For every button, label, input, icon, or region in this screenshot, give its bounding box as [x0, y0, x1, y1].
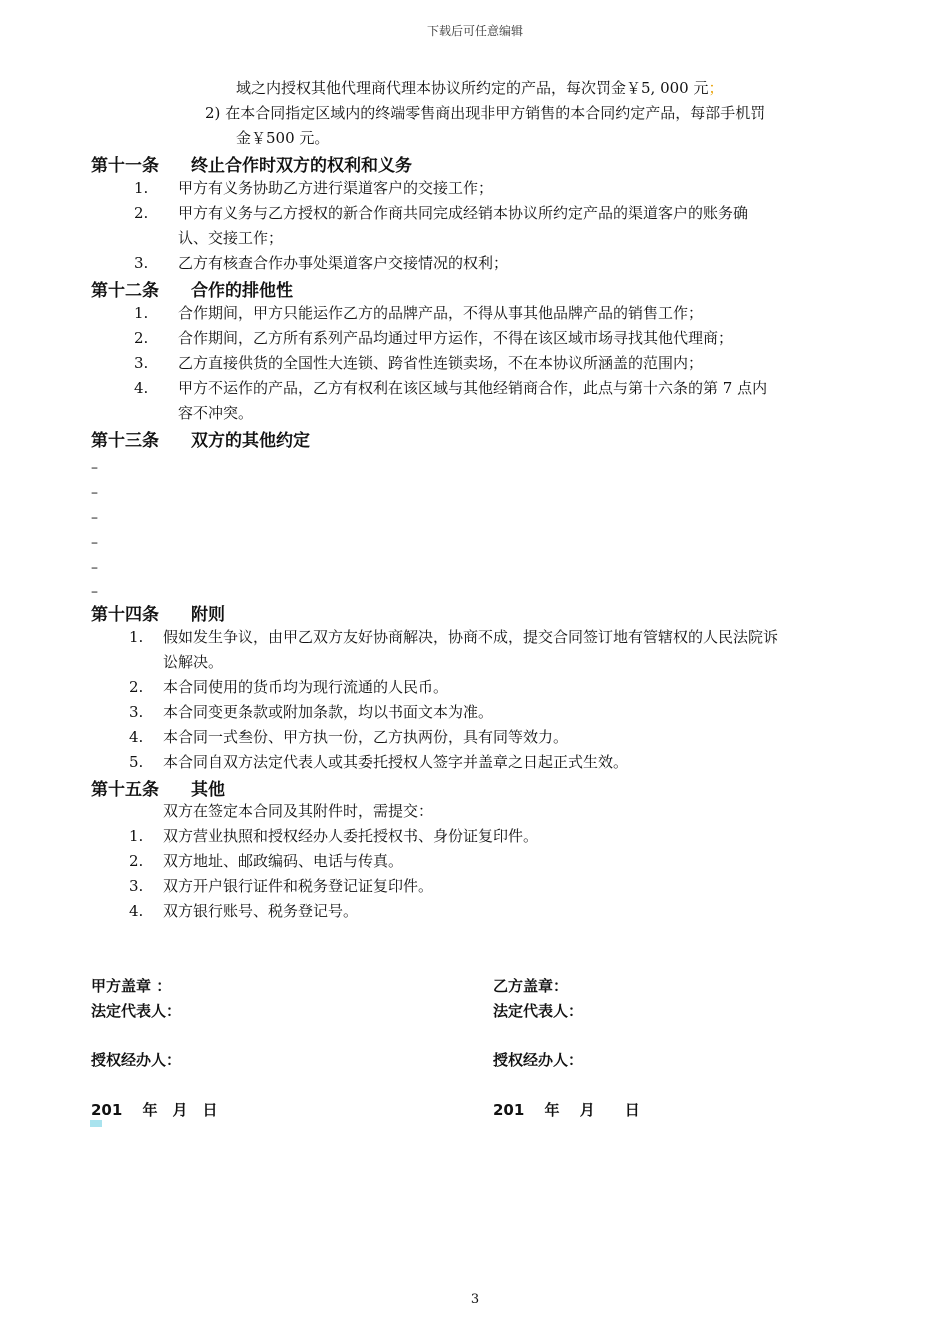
intro-item-2-text: 在本合同指定区域内的终端零售商出现非甲方销售的本合同约定产品，每部手机罚	[225, 104, 766, 122]
intro-item-2-cont: 金￥500 元。	[236, 129, 330, 147]
article-12-title: 合作的排他性	[191, 281, 293, 301]
article-12-item-1-text: 合作期间，甲方只能运作乙方的品牌产品，不得从事其他品牌产品的销售工作；	[178, 304, 704, 322]
article-13-blank-4: –	[91, 535, 98, 551]
article-15-item-2-number: 2.	[129, 852, 144, 870]
article-14-item-1-number: 1.	[129, 628, 144, 646]
intro-line-1-text: 域之内授权其他代理商代理本协议所约定的产品，每次罚金￥5, 000 元	[236, 79, 709, 97]
article-13-blank-1: –	[91, 460, 98, 476]
article-12-item-3-text: 乙方直接供货的全国性大连锁、跨省性连锁卖场，不在本协议所涵盖的范围内；	[178, 354, 704, 372]
article-11-heading	[91, 151, 412, 176]
article-14-item-4-number: 4.	[129, 728, 144, 746]
article-14-item-3-text: 本合同变更条款或附加条款，均以书面文本为准。	[163, 703, 494, 721]
article-14-item-1-text: 假如发生争议，由甲乙双方友好协商解决，协商不成，提交合同签订地有管辖权的人民法院诉	[163, 628, 779, 646]
article-15-item-4-number: 4.	[129, 902, 144, 920]
article-13-blank-2: –	[91, 485, 98, 501]
article-12-item-3-number: 3.	[134, 354, 149, 372]
article-14-item-5-text: 本合同自双方法定代表人或其委托授权人签字并盖章之日起正式生效。	[163, 753, 629, 771]
party-b-rep-label: 法定代表人：	[493, 1002, 584, 1020]
article-14-item-1-text-cont: 讼解决。	[163, 653, 224, 671]
page-number: 3	[470, 1292, 480, 1307]
article-11-item-1-text: 甲方有义务协助乙方进行渠道客户的交接工作；	[178, 179, 494, 197]
article-14-title: 附则	[191, 605, 225, 625]
article-15-heading	[91, 775, 225, 800]
article-15-item-3-text: 双方开户银行证件和税务登记证复印件。	[163, 877, 434, 895]
text-highlight-mark	[90, 1120, 102, 1127]
article-14-item-3-number: 3.	[129, 703, 144, 721]
article-14-item-2-text: 本合同使用的货币均为现行流通的人民币。	[163, 678, 449, 696]
party-a-seal-label: 甲方盖章 ：	[91, 977, 172, 995]
article-12-item-1-number: 1.	[134, 304, 149, 322]
intro-item-2	[205, 101, 765, 126]
article-14-item-5-number: 5.	[129, 753, 144, 771]
article-13-blank-5: –	[91, 560, 98, 576]
article-12-item-4-text-cont: 容不冲突。	[178, 404, 254, 422]
party-b-seal-label: 乙方盖章：	[493, 977, 569, 995]
article-12-item-4-number: 4.	[134, 379, 149, 397]
intro-line-1	[236, 76, 724, 101]
article-15-title: 其他	[191, 780, 225, 800]
article-12-item-2-text: 合作期间，乙方所有系列产品均通过甲方运作，不得在该区域市场寻找其他代理商；	[178, 329, 734, 347]
intro-line-1-mark: ；	[708, 79, 724, 97]
article-15-item-3-number: 3.	[129, 877, 144, 895]
page-header: 下载后可任意编辑	[426, 24, 523, 38]
article-13-blank-6: –	[91, 584, 98, 600]
party-a-rep-label: 法定代表人：	[91, 1002, 182, 1020]
party-b-date: 201 年 月 日	[493, 1101, 640, 1119]
article-14-item-4-text: 本合同一式叁份、甲方执一份，乙方执两份，具有同等效力。	[163, 728, 569, 746]
article-13-blank-3: –	[91, 510, 98, 526]
article-11-title: 终止合作时双方的权利和义务	[191, 156, 412, 176]
party-a-agent-label: 授权经办人：	[91, 1051, 182, 1069]
article-15-item-2-text: 双方地址、邮政编码、电话与传真。	[163, 852, 404, 870]
article-15-item-1-text: 双方营业执照和授权经办人委托授权书、身份证复印件。	[163, 827, 539, 845]
article-15-item-4-text: 双方银行账号、税务登记号。	[163, 902, 359, 920]
article-11-item-2-text-cont: 认、交接工作；	[178, 229, 284, 247]
article-11-item-1-number: 1.	[134, 179, 149, 197]
article-13-number: 第十三条	[91, 431, 159, 451]
article-14-heading	[91, 600, 225, 625]
article-13-title: 双方的其他约定	[191, 431, 310, 451]
party-a-date: 201 年 月 日	[91, 1101, 218, 1119]
article-11-item-2-text: 甲方有义务与乙方授权的新合作商共同完成经销本协议所约定产品的渠道客户的账务确	[178, 204, 749, 222]
article-15-item-1-number: 1.	[129, 827, 144, 845]
article-12-number: 第十二条	[91, 281, 159, 301]
article-14-number: 第十四条	[91, 605, 159, 625]
intro-item-2-number: 2)	[205, 104, 221, 122]
article-12-item-2-number: 2.	[134, 329, 149, 347]
article-15-intro: 双方在签定本合同及其附件时，需提交：	[163, 802, 434, 820]
article-11-number: 第十一条	[91, 156, 159, 176]
article-12-item-4-text: 甲方不运作的产品，乙方有权利在该区域与其他经销商合作，此点与第十六条的第 7 点内	[178, 379, 768, 397]
article-14-item-2-number: 2.	[129, 678, 144, 696]
article-15-number: 第十五条	[91, 780, 159, 800]
article-11-item-3-text: 乙方有核查合作办事处渠道客户交接情况的权利；	[178, 254, 509, 272]
article-12-heading	[91, 276, 293, 301]
party-b-agent-label: 授权经办人：	[493, 1051, 584, 1069]
article-11-item-2-number: 2.	[134, 204, 149, 222]
article-13-heading	[91, 426, 310, 451]
article-11-item-3-number: 3.	[134, 254, 149, 272]
